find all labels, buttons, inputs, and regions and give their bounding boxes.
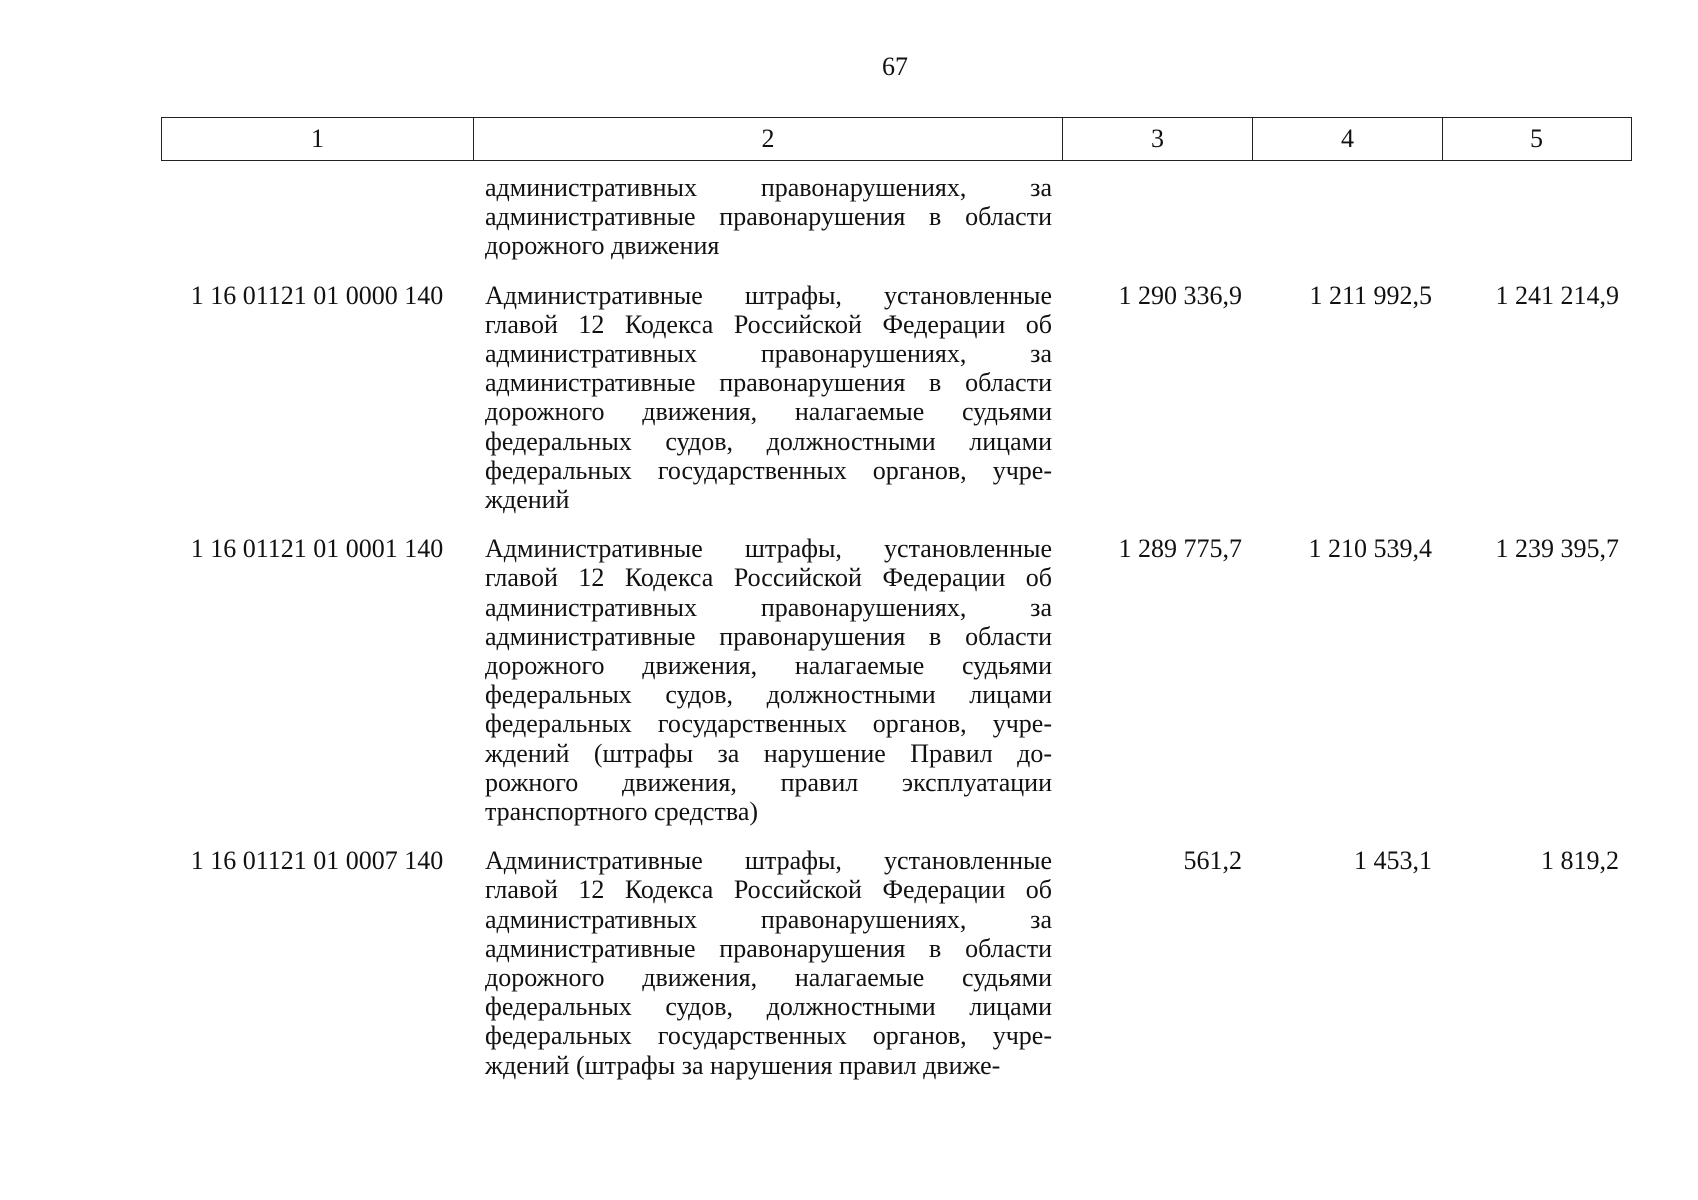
table-row xyxy=(161,281,1632,515)
header-col-3: 3 xyxy=(1063,118,1253,160)
value-col-4: 1 210 539,4 xyxy=(1308,534,1432,564)
table-row xyxy=(161,846,1632,1080)
table-row xyxy=(161,534,1632,826)
value-col-3 xyxy=(1062,173,1252,261)
header-col-4: 4 xyxy=(1253,118,1443,160)
budget-code xyxy=(161,173,473,261)
row-description: административных правонарушениях, за административные правонарушения в области дорожного движения xyxy=(485,173,1052,261)
value-col-5: 1 241 214,9 xyxy=(1495,280,1619,310)
table-row xyxy=(161,173,1632,261)
value-col-3: 561,2 xyxy=(1183,846,1242,876)
value-col-3: 1 290 336,9 xyxy=(1118,280,1242,310)
value-col-5: 1 819,2 xyxy=(1541,846,1619,876)
value-col-4: 1 211 992,5 xyxy=(1309,280,1432,310)
table-header-row xyxy=(161,117,1632,161)
value-col-5: 1 239 395,7 xyxy=(1495,534,1619,564)
budget-code: 1 16 01121 01 0001 140 xyxy=(190,534,444,564)
value-col-4 xyxy=(1252,173,1442,261)
budget-code: 1 16 01121 01 0000 140 xyxy=(190,280,444,310)
header-col-5: 5 xyxy=(1530,124,1543,153)
header-col-1: 1 xyxy=(162,118,474,160)
header-col-2: 2 xyxy=(474,118,1063,160)
value-col-4: 1 453,1 xyxy=(1354,846,1432,876)
budget-table xyxy=(161,117,1632,1100)
table-body xyxy=(161,161,1632,1080)
row-description: Административные штрафы, установленные главой 12 Кодекса Российской Федерации об административных правонарушениях, за административные правонарушения в области дорожного движения, налагаемые судьями федеральных судов, должностными лицами федеральных государственных органов, учре-ждений (штрафы за нарушение Правил до-рожного движения, правил эксплуатации транспортного средства) xyxy=(485,534,1052,827)
page-number: 67 xyxy=(882,52,908,81)
value-col-5 xyxy=(1442,173,1629,261)
row-description: Административные штрафы, установленные главой 12 Кодекса Российской Федерации об административных правонарушениях, за административные правонарушения в области дорожного движения, налагаемые судьями федеральных судов, должностными лицами федеральных государственных органов, учре-ждений xyxy=(485,280,1052,515)
row-description: Административные штрафы, установленные главой 12 Кодекса Российской Федерации об административных правонарушениях, за административные правонарушения в области дорожного движения, налагаемые судьями федеральных судов, должностными лицами федеральных государственных органов, учре-ждений (штрафы за нарушения правил движе- xyxy=(485,846,1052,1080)
budget-code: 1 16 01121 01 0007 140 xyxy=(190,846,444,876)
value-col-3: 1 289 775,7 xyxy=(1118,534,1242,564)
